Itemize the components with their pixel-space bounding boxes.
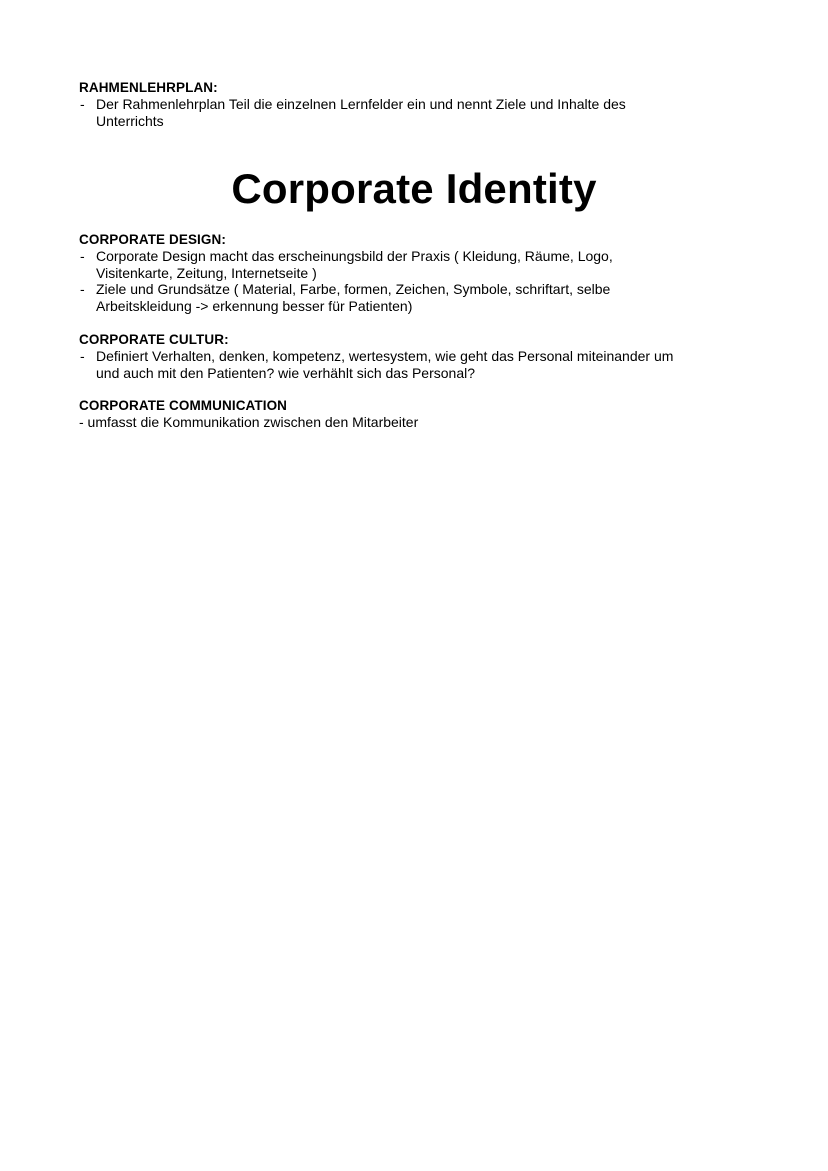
list-item-line: Ziele und Grundsätze ( Material, Farbe, formen, Zeichen, Symbole, schriftart, selbe [96, 281, 611, 297]
list-item-line: Unterrichts [96, 112, 164, 129]
bullet-dash: - [80, 96, 85, 112]
corporate-communication-heading: CORPORATE COMMUNICATION [79, 398, 288, 413]
bullet-dash: - [80, 348, 85, 364]
page-title: Corporate Identity [231, 165, 597, 212]
corporate-communication-text: - umfasst die Kommunikation zwischen den Mitarbeiter [79, 414, 419, 430]
rahmenlehrplan-heading: RAHMENLEHRPLAN: [79, 80, 218, 95]
corporate-design-section [79, 232, 749, 314]
list-item [79, 348, 749, 381]
corporate-cultur-section [79, 332, 749, 381]
corporate-cultur-heading: CORPORATE CULTUR: [79, 332, 229, 347]
list-item-line: Visitenkarte, Zeitung, Internetseite ) [96, 264, 317, 281]
list-item [79, 248, 749, 281]
list-item [79, 281, 749, 314]
list-item-line: und auch mit den Patienten? wie verhählt sich das Personal? [96, 364, 476, 381]
list-item-line: Corporate Design macht das erscheinungsbild der Praxis ( Kleidung, Räume, Logo, [96, 248, 613, 264]
corporate-cultur-list [79, 348, 749, 381]
corporate-communication-section [79, 398, 749, 431]
list-item-line: Definiert Verhalten, denken, kompetenz, wertesystem, wie geht das Personal miteinander um [96, 348, 674, 364]
corporate-design-list [79, 248, 749, 314]
rahmenlehrplan-section [79, 80, 749, 129]
corporate-design-heading: CORPORATE DESIGN: [79, 232, 226, 247]
bullet-dash: - [80, 248, 85, 264]
list-item [79, 96, 749, 129]
list-item-line: Der Rahmenlehrplan Teil die einzelnen Lernfelder ein und nennt Ziele und Inhalte des [96, 96, 626, 112]
bullet-dash: - [80, 281, 85, 297]
rahmenlehrplan-list [79, 96, 749, 129]
list-item-line: Arbeitskleidung -> erkennung besser für Patienten) [96, 297, 413, 314]
